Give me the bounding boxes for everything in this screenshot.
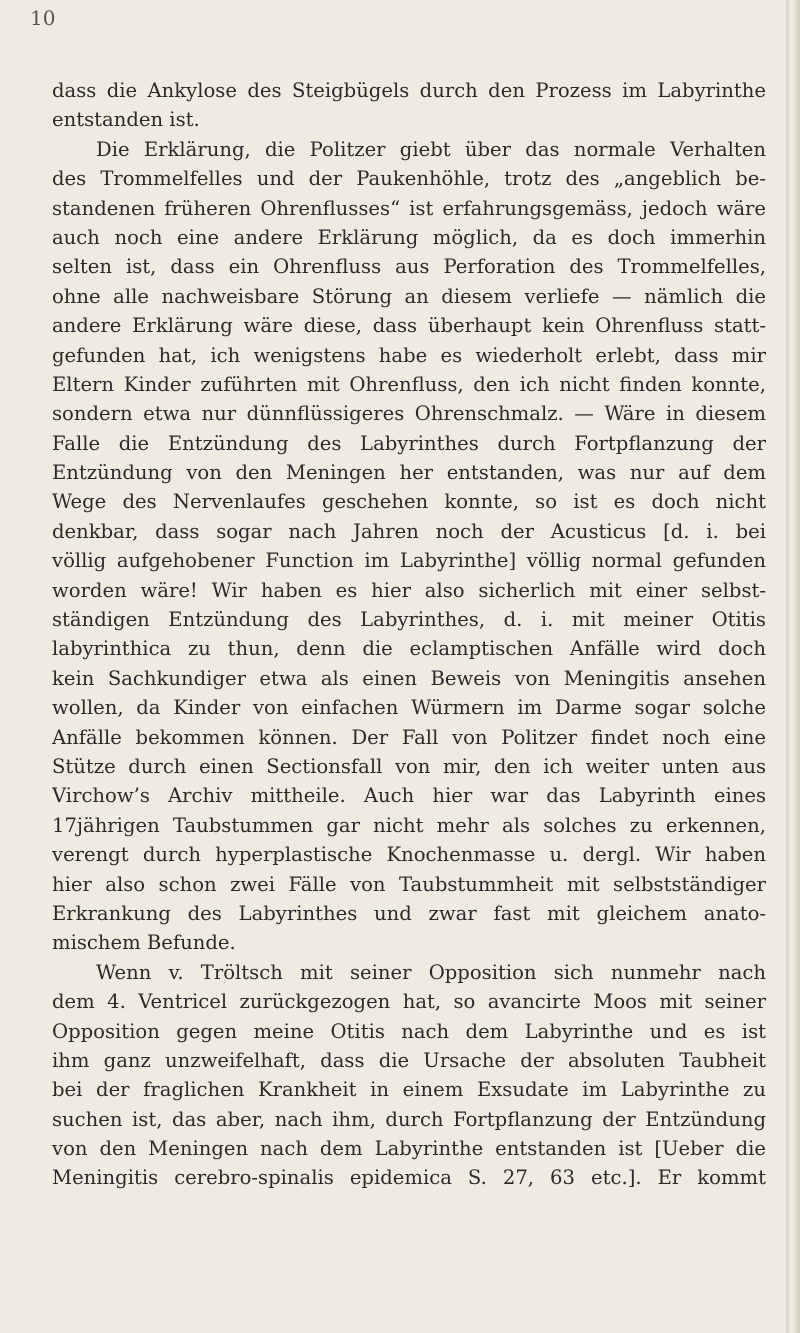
text-line: denkbar, dass sogar nach Jahren noch der Acusticus [d. i. bei xyxy=(52,519,766,543)
text-line: ohne alle nachweisbare Störung an diesem verliefe — nämlich die xyxy=(52,284,766,308)
text-line: Eltern Kinder zuführten mit Ohrenfluss, den ich nicht finden konnte, xyxy=(52,372,766,396)
text-line: völlig aufgehobener Function im Labyrinthe] völlig normal gefunden xyxy=(52,549,766,573)
text-line: ihm ganz unzweifelhaft, dass die Ursache der absoluten Taubheit xyxy=(52,1048,766,1072)
text-line: mischem Befunde. xyxy=(52,931,236,955)
text-line: Erkrankung des Labyrinthes und zwar fast mit gleichem anato- xyxy=(52,901,766,925)
text-line: gefunden hat, ich wenigstens habe es wiederholt erlebt, dass mir xyxy=(52,343,766,367)
text-line: dem 4. Ventricel zurückgezogen hat, so avancirte Moos mit seiner xyxy=(52,990,766,1014)
text-line: Stütze durch einen Sectionsfall von mir, den ich weiter unten aus xyxy=(52,754,766,778)
text-line: worden wäre! Wir haben es hier also sicherlich mit einer selbst- xyxy=(52,578,766,602)
text-line: andere Erklärung wäre diese, dass überhaupt kein Ohrenfluss statt- xyxy=(52,314,766,338)
text-line: Entzündung von den Meningen her entstanden, was nur auf dem xyxy=(52,461,766,485)
text-line: hier also schon zwei Fälle von Taubstummheit mit selbstständiger xyxy=(52,872,766,896)
text-line: labyrinthica zu thun, denn die eclamptischen Anfälle wird doch xyxy=(52,637,766,661)
text-line: ständigen Entzündung des Labyrinthes, d. i. mit meiner Otitis xyxy=(52,608,766,632)
text-line: entstanden ist. xyxy=(52,108,200,132)
page-edge xyxy=(786,0,800,1333)
text-line: dass die Ankylose des Steigbügels durch den Prozess im Labyrinthe xyxy=(52,79,766,102)
text-line: von den Meningen nach dem Labyrinthe entstanden ist [Ueber die xyxy=(52,1137,766,1161)
page-number: 10 xyxy=(30,6,56,30)
text-line: Die Erklärung, die Politzer giebt über das normale Verhalten xyxy=(96,137,766,161)
text-line: selten ist, dass ein Ohrenfluss aus Perforation des Trommelfelles, xyxy=(52,255,766,279)
body-text xyxy=(52,76,766,1193)
text-line: wollen, da Kinder von einfachen Würmern im Darme sogar solche xyxy=(52,696,766,720)
text-line: sondern etwa nur dünnflüssigeres Ohrenschmalz. — Wäre in diesem xyxy=(52,402,766,426)
text-line: verengt durch hyperplastische Knochenmasse u. dergl. Wir haben xyxy=(52,843,766,867)
text-line: des Trommelfelles und der Paukenhöhle, trotz des „angeblich be- xyxy=(52,167,766,191)
text-line: Wenn v. Tröltsch mit seiner Opposition sich nunmehr nach xyxy=(96,960,766,984)
text-line: Meningitis cerebro-spinalis epidemica S. 27, 63 etc.]. Er kommt xyxy=(52,1166,766,1190)
text-line: 17jährigen Taubstummen gar nicht mehr als solches zu erkennen, xyxy=(52,813,766,837)
text-line: Wege des Nervenlaufes geschehen konnte, so ist es doch nicht xyxy=(52,490,766,514)
text-line: Falle die Entzündung des Labyrinthes durch Fortpflanzung der xyxy=(52,431,766,455)
text-line: Virchow’s Archiv mittheile. Auch hier war das Labyrinth eines xyxy=(52,784,766,808)
text-line: Anfälle bekommen können. Der Fall von Politzer findet noch eine xyxy=(52,725,766,749)
text-line: auch noch eine andere Erklärung möglich, da es doch immerhin xyxy=(52,225,766,249)
text-line: bei der fraglichen Krankheit in einem Exsudate im Labyrinthe zu xyxy=(52,1078,766,1102)
text-line: standenen früheren Ohrenflusses“ ist erfahrungsgemäss, jedoch wäre xyxy=(52,196,766,220)
text-line: Opposition gegen meine Otitis nach dem Labyrinthe und es ist xyxy=(52,1019,766,1043)
text-line: kein Sachkundiger etwa als einen Beweis von Meningitis ansehen xyxy=(52,666,766,690)
text-line: suchen ist, das aber, nach ihm, durch Fortpflanzung der Entzündung xyxy=(52,1107,766,1131)
